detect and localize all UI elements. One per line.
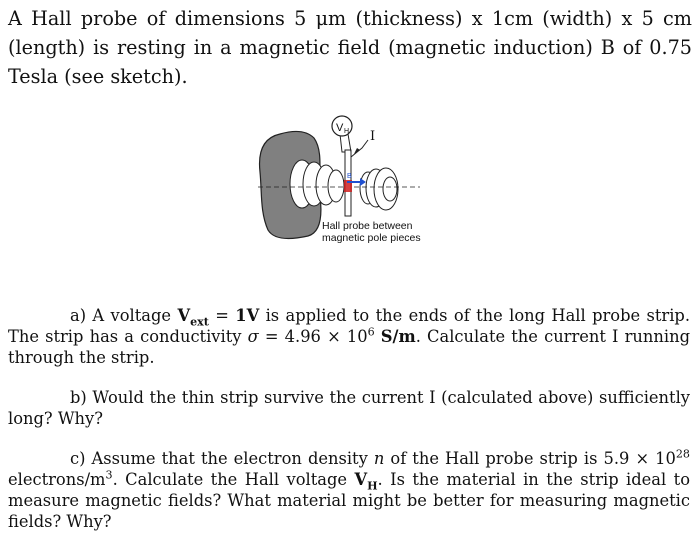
part-c: c) Assume that the electron density n of the Hall probe strip is $5.9 \times 10^{28}$ electrons/$m^3$. Calculate the Hall voltage $V_H$. Is the material in the strip ideal to measure magnetic fields? What material might be better for measuring magnetic fields? Why? bbox=[8, 447, 690, 531]
part-b: b) Would the thin strip survive the current I (calculated above) sufficiently long? Why? bbox=[8, 388, 690, 428]
density-symbol: n bbox=[373, 449, 385, 468]
problem-intro: A Hall probe of dimensions 5 μm (thickness) x 1cm (width) x 5 cm (length) is resting in a magnetic field (magnetic induction) B of 0.75 Tesla (see sketch). bbox=[8, 7, 692, 88]
voltage-value: 1V bbox=[235, 306, 260, 325]
hall-voltage-symbol: $V_H$ bbox=[354, 470, 378, 493]
conductivity-unit: S/m bbox=[380, 327, 416, 346]
left-coil bbox=[290, 160, 344, 208]
caption-line-1: Hall probe between bbox=[322, 220, 413, 232]
current-wire bbox=[351, 140, 368, 157]
meter-wire-right bbox=[348, 134, 351, 152]
voltmeter-label: V bbox=[336, 122, 344, 134]
sigma-symbol: σ bbox=[247, 327, 259, 346]
voltage-symbol: $V_{ext}$ bbox=[177, 306, 209, 329]
part-a: a) A voltage $V_{ext} = 1V$ is applied to the ends of the long Hall probe strip. The strip has a conductivity $\sigma = 4.96 \times 10^6$ S/m. Calculate the current I running through the strip. bbox=[8, 306, 690, 367]
figure-caption bbox=[322, 220, 472, 244]
current-label: I bbox=[370, 129, 376, 144]
voltmeter-subscript: H bbox=[344, 128, 350, 135]
caption-line-2: magnetic pole pieces bbox=[322, 232, 421, 244]
right-coil bbox=[360, 168, 398, 210]
meter-wire-left bbox=[340, 134, 345, 152]
field-label: B bbox=[347, 173, 352, 180]
